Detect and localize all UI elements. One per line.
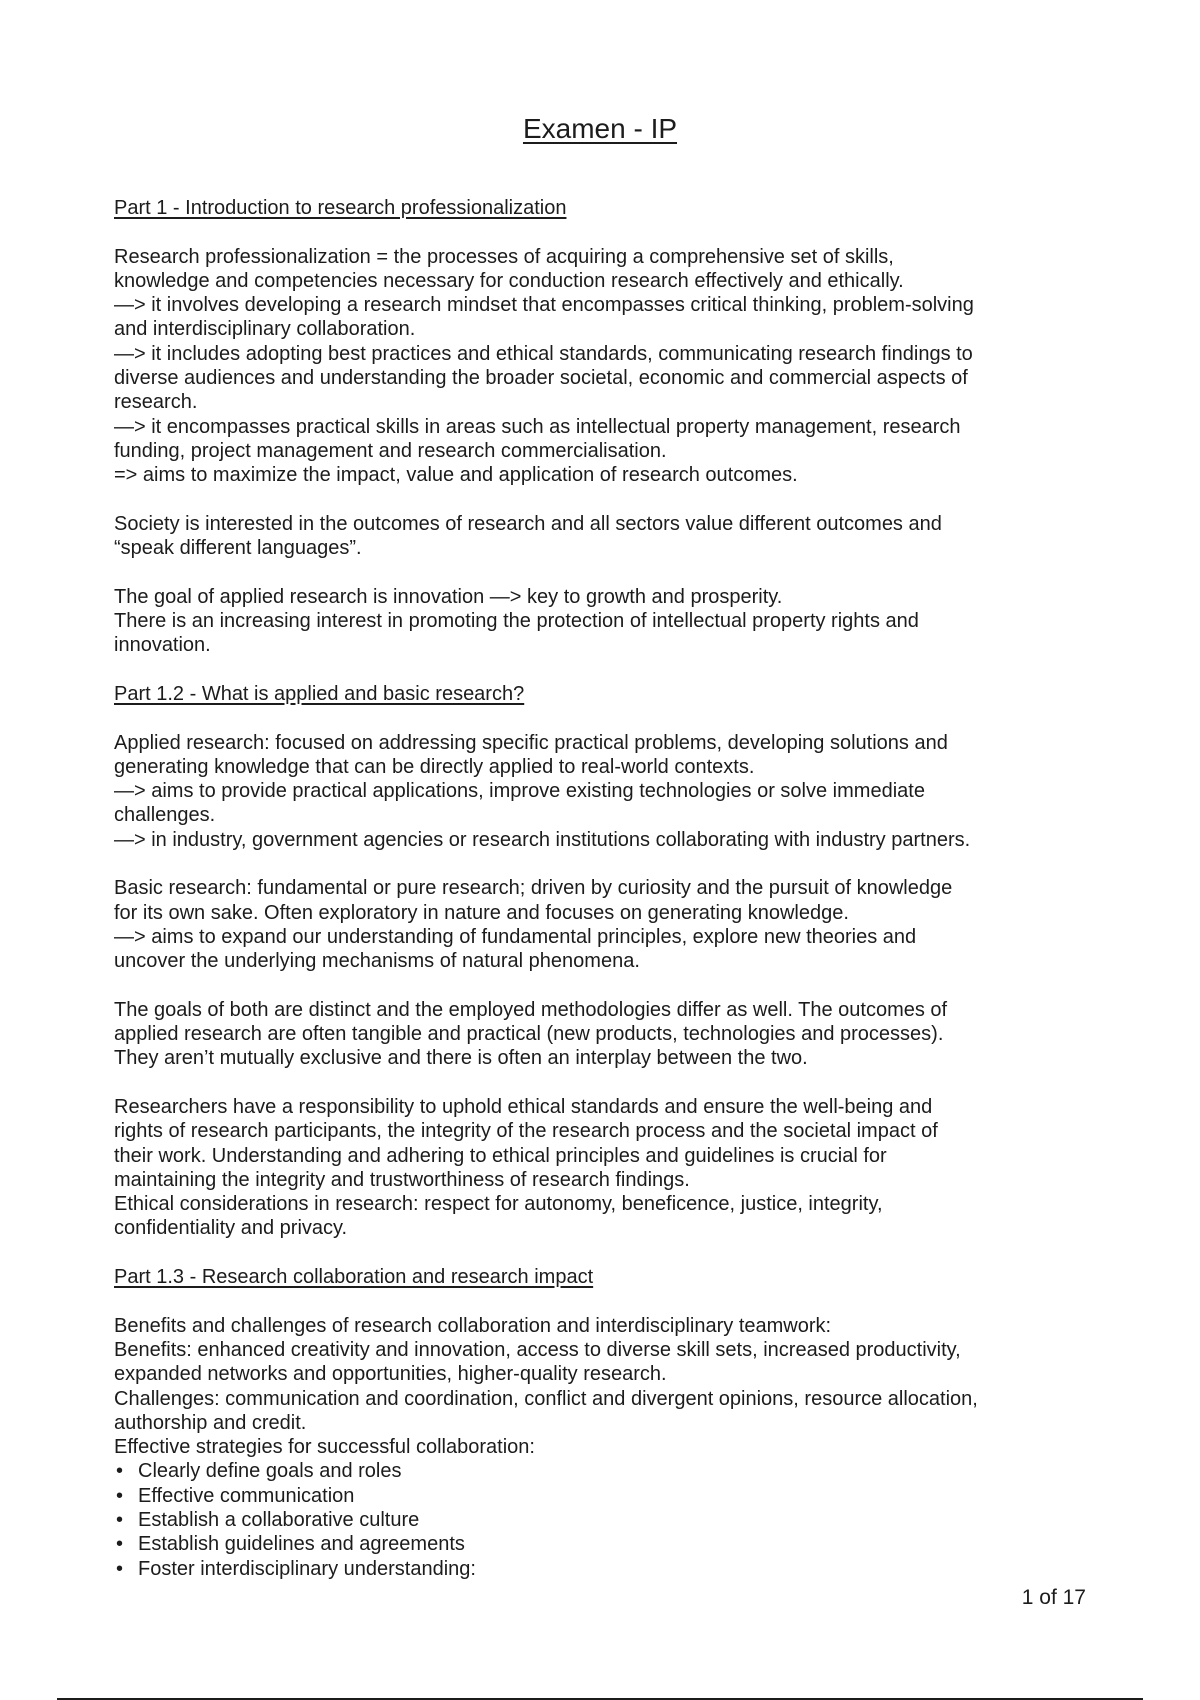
list-item: • Effective communication [114, 1484, 1094, 1508]
list-item: • Establish a collaborative culture [114, 1508, 1094, 1532]
text-line: Ethical considerations in research: respect for autonomy, beneficence, justice, integrity, [114, 1193, 883, 1216]
text-line: Society is interested in the outcomes of research and all sectors value different outcomes and [114, 512, 942, 535]
paragraph-society [114, 512, 1094, 561]
paragraph-goal [114, 585, 1094, 658]
text-line: research. [114, 391, 198, 414]
section-heading-part-1: Part 1 - Introduction to research professionalization [114, 197, 567, 219]
text-line: “speak different languages”. [114, 537, 362, 560]
text-line: => aims to maximize the impact, value and application of research outcomes. [114, 464, 798, 487]
paragraph-collaboration [114, 1314, 1094, 1460]
text-line: funding, project management and research commercialisation. [114, 439, 667, 462]
document-body [114, 196, 1094, 1581]
paragraph-applied-research [114, 731, 1094, 852]
text-line: Challenges: communication and coordination, conflict and divergent opinions, resource allocation, [114, 1387, 978, 1410]
text-line: The goal of applied research is innovation —> key to growth and prosperity. [114, 585, 783, 608]
paragraph-basic-research [114, 876, 1094, 973]
text-line: —> it encompasses practical skills in areas such as intellectual property management, research [114, 415, 961, 438]
text-line: Research professionalization = the processes of acquiring a comprehensive set of skills, [114, 245, 894, 268]
text-line: challenges. [114, 804, 216, 827]
text-line: —> it involves developing a research mindset that encompasses critical thinking, problem-solving [114, 294, 974, 317]
text-line: Benefits and challenges of research collaboration and interdisciplinary teamwork: [114, 1314, 832, 1337]
text-line: their work. Understanding and adhering to ethical principles and guidelines is crucial for [114, 1144, 887, 1167]
text-line: There is an increasing interest in promoting the protection of intellectual property rights and [114, 610, 919, 633]
strategy-list [114, 1459, 1094, 1580]
text-line: Effective strategies for successful collaboration: [114, 1436, 535, 1459]
text-line: —> aims to expand our understanding of fundamental principles, explore new theories and [114, 925, 917, 948]
text-line: and interdisciplinary collaboration. [114, 318, 416, 341]
text-line: rights of research participants, the integrity of the research process and the societal impact of [114, 1120, 938, 1143]
text-line: Basic research: fundamental or pure research; driven by curiosity and the pursuit of knowledge [114, 877, 953, 900]
list-item: • Clearly define goals and roles [114, 1459, 1094, 1483]
text-line: generating knowledge that can be directly applied to real-world contexts. [114, 755, 755, 778]
text-line: —> aims to provide practical applications, improve existing technologies or solve immediate [114, 780, 925, 803]
paragraph-definition [114, 245, 1094, 488]
text-line: —> in industry, government agencies or research institutions collaborating with industry partners. [114, 828, 971, 851]
text-line: confidentiality and privacy. [114, 1217, 348, 1240]
text-line: Applied research: focused on addressing specific practical problems, developing solutions and [114, 731, 948, 754]
text-line: They aren’t mutually exclusive and there is often an interplay between the two. [114, 1047, 808, 1070]
list-item: • Establish guidelines and agreements [114, 1532, 1094, 1556]
text-line: The goals of both are distinct and the employed methodologies differ as well. The outcomes of [114, 998, 948, 1021]
text-line: expanded networks and opportunities, higher-quality research. [114, 1363, 667, 1386]
text-line: diverse audiences and understanding the broader societal, economic and commercial aspects of [114, 367, 968, 390]
paragraph-ethics [114, 1095, 1094, 1241]
list-item: • Foster interdisciplinary understanding: [114, 1557, 1094, 1581]
text-line: maintaining the integrity and trustworthiness of research findings. [114, 1168, 690, 1191]
text-line: uncover the underlying mechanisms of natural phenomena. [114, 950, 640, 973]
text-line: knowledge and competencies necessary for conduction research effectively and ethically. [114, 269, 904, 292]
section-heading-part-1-3: Part 1.3 - Research collaboration and research impact [114, 1266, 594, 1289]
text-line: authorship and credit. [114, 1411, 307, 1434]
text-line: Researchers have a responsibility to uphold ethical standards and ensure the well-being and [114, 1095, 933, 1118]
text-line: applied research are often tangible and practical (new products, technologies and processes). [114, 1023, 944, 1046]
page-number: 1 of 17 [1021, 1586, 1086, 1609]
text-line: for its own sake. Often exploratory in nature and focuses on generating knowledge. [114, 901, 849, 924]
section-heading-part-1-2: Part 1.2 - What is applied and basic research? [114, 682, 525, 705]
text-line: innovation. [114, 634, 211, 657]
document-title: Examen - IP [522, 113, 678, 144]
text-line: Benefits: enhanced creativity and innovation, access to diverse skill sets, increased productivity, [114, 1338, 961, 1361]
text-line: —> it includes adopting best practices and ethical standards, communicating research findings to [114, 342, 973, 365]
paragraph-goals [114, 998, 1094, 1071]
